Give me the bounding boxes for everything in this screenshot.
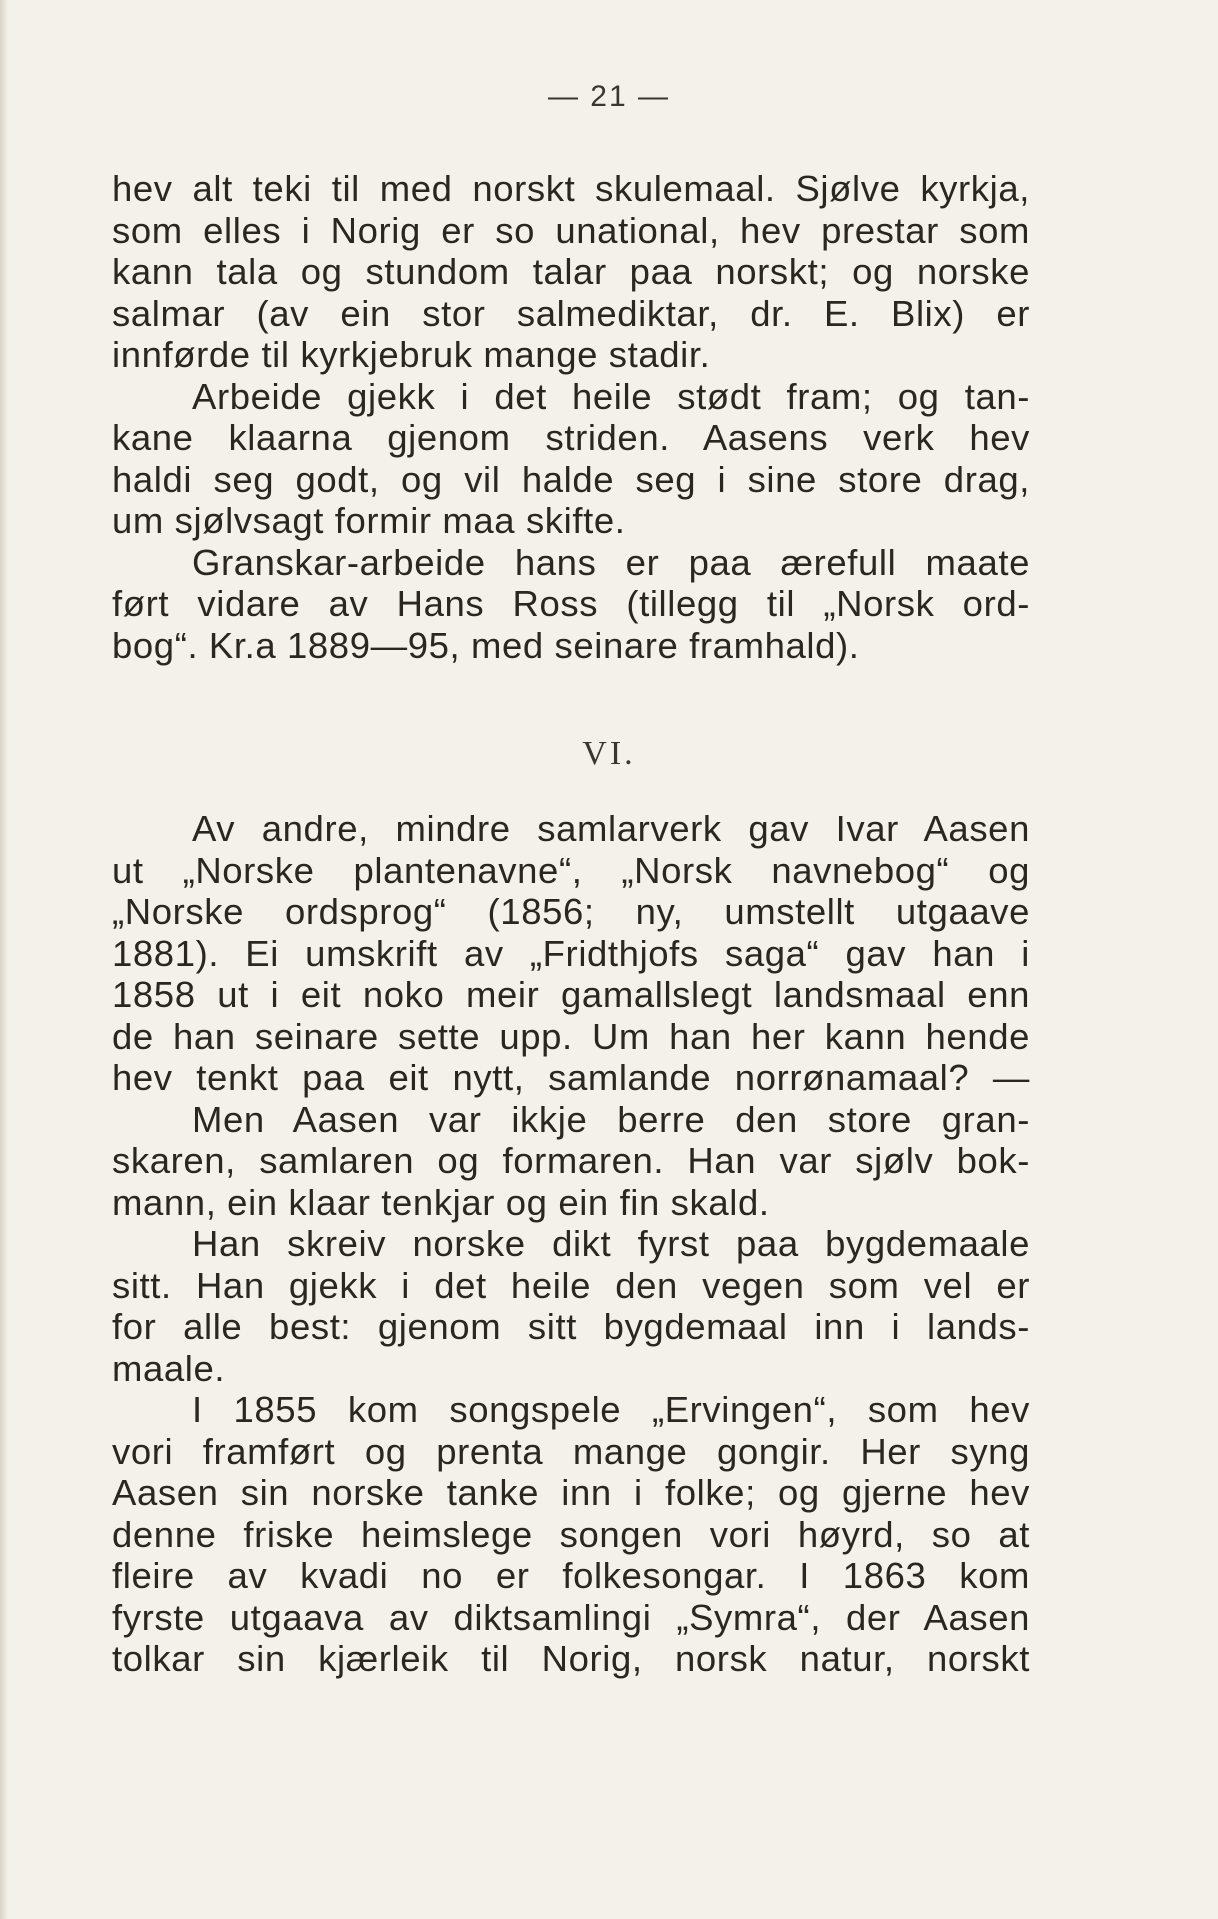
text-line: bog“. Kr.a 1889—95, med seinare framhald). [112, 624, 860, 666]
text-line: for alle best: gjenom sitt bygdemaal inn i lands- [112, 1306, 1030, 1347]
text-line: kane klaarna gjenom striden. Aasens verk hev [112, 417, 1030, 458]
text-line: hev tenkt paa eit nytt, samlande norrønamaal? — [112, 1057, 1030, 1098]
text-line: vori framført og prenta mange gongir. Her syng [112, 1430, 1030, 1472]
text-line: Arbeide gjekk i det heile stødt fram; og tan- [192, 375, 1030, 417]
text-line: denne friske heimslege songen vori høyrd, so at [112, 1513, 1030, 1555]
text-line: 1881). Ei umskrift av „Fridthjofs saga“ gav han i [112, 932, 1030, 974]
text-line: sitt. Han gjekk i det heile den vegen som vel er [112, 1264, 1030, 1306]
text-line: ut „Norske plantenavne“, „Norsk navnebog“ og [112, 849, 1030, 891]
text-line: Granskar-arbeide hans er paa ærefull maate [192, 541, 1030, 583]
text-line: fyrste utgaava av diktsamlingi „Symra“, der Aasen [112, 1596, 1030, 1638]
text-line: maale. [112, 1347, 226, 1389]
text-line: um sjølvsagt formir maa skifte. [112, 500, 626, 541]
text-line: kann tala og stundom talar paa norskt; og norske [112, 251, 1030, 292]
paragraph-block-1 [112, 168, 1030, 666]
text-line: Av andre, mindre samlarverk gav Ivar Aasen [192, 808, 1030, 849]
text-line: fleire av kvadi no er folkesongar. I 1863 kom [112, 1555, 1030, 1596]
text-line: „Norske ordsprog“ (1856; ny, umstellt utgaave [112, 891, 1030, 932]
text-line: skaren, samlaren og formaren. Han var sjølv bok- [112, 1140, 1030, 1181]
text-line: som elles i Norig er so unational, hev prestar som [112, 209, 1030, 251]
text-line: haldi seg godt, og vil halde seg i sine store drag, [112, 458, 1030, 500]
text-line: Han skreiv norske dikt fyrst paa bygdemaale [192, 1223, 1030, 1264]
text-line: de han seinare sette upp. Um han her kann hende [112, 1015, 1030, 1057]
text-line: I 1855 kom songspele „Ervingen“, som hev [192, 1389, 1030, 1430]
text-line: mann, ein klaar tenkjar og ein fin skald. [112, 1181, 770, 1223]
text-line: salmar (av ein stor salmediktar, dr. E. Blix) er [112, 292, 1030, 334]
page-number: — 21 — [547, 80, 671, 113]
paragraph-block-2 [112, 808, 1030, 1680]
text-line: ført vidare av Hans Ross (tillegg til „Norsk ord- [112, 583, 1030, 624]
page-binding-edge [0, 0, 8, 1919]
text-line: 1858 ut i eit noko meir gamallslegt landsmaal enn [112, 974, 1030, 1015]
text-line: tolkar sin kjærleik til Norig, norsk natur, norskt [112, 1638, 1030, 1679]
text-line: hev alt teki til med norskt skulemaal. Sjølve kyrkja, [112, 168, 1030, 209]
section-heading: VI. [582, 735, 636, 772]
text-line: Aasen sin norske tanke inn i folke; og gjerne hev [112, 1472, 1030, 1513]
text-line: innførde til kyrkjebruk mange stadir. [112, 334, 711, 375]
text-line: Men Aasen var ikkje berre den store gran- [192, 1098, 1030, 1140]
